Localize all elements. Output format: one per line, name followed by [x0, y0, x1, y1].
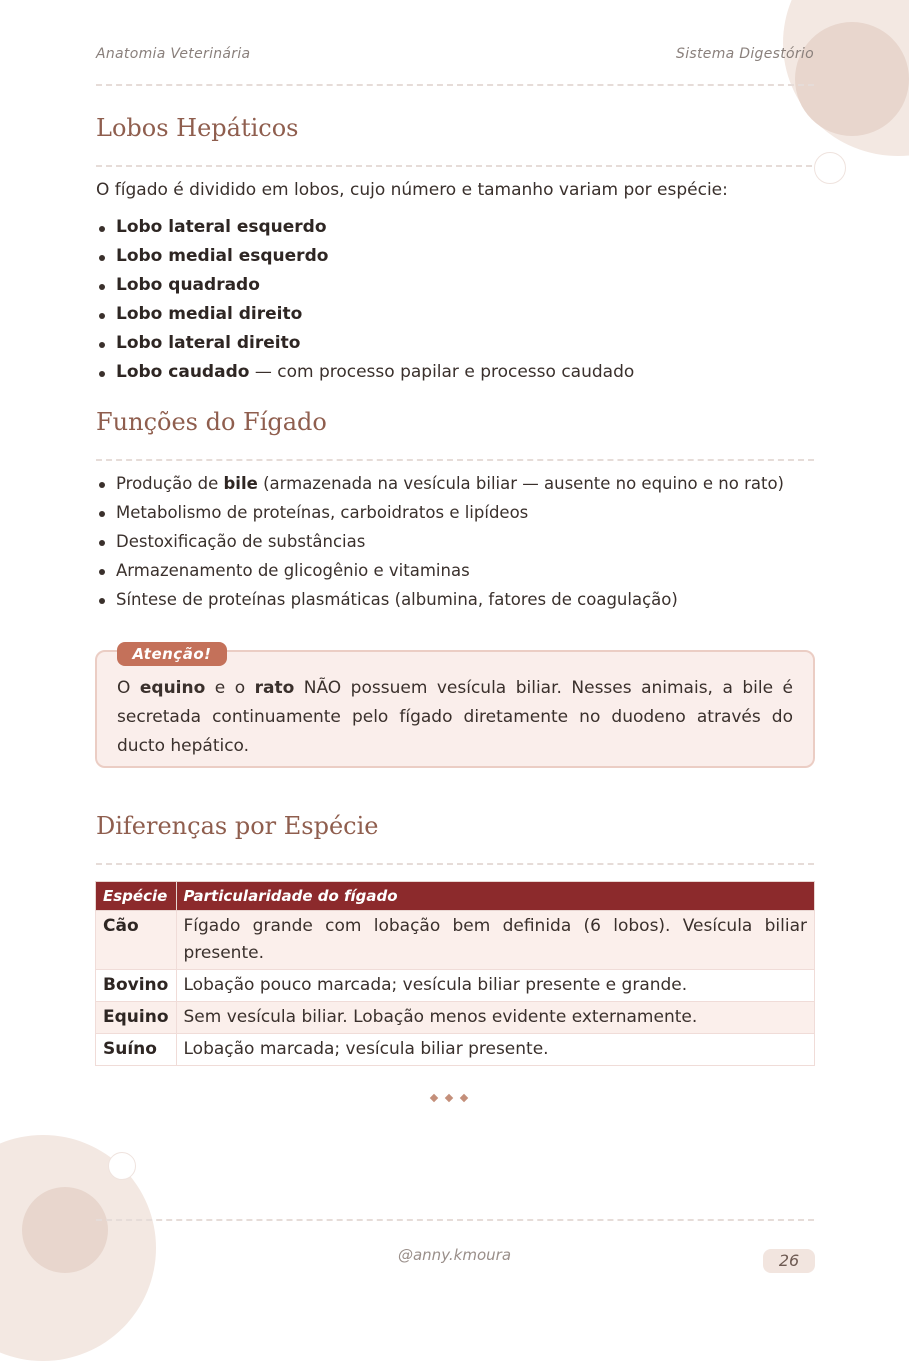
- list-item: Produção de bile (armazenada na vesícula biliar — ausente no equino e no rato): [96, 469, 784, 498]
- diamond-icon: [460, 1094, 468, 1102]
- species-cell: Cão: [96, 911, 177, 970]
- table-row: [96, 911, 815, 970]
- column-header-particularity: Particularidade do fígado: [176, 882, 815, 911]
- section-title-funcoes: Funções do Fígado: [96, 408, 327, 436]
- funcoes-list: [96, 469, 784, 614]
- attention-tag: Atenção!: [117, 642, 227, 666]
- column-header-species: Espécie: [96, 882, 177, 911]
- list-item: Síntese de proteínas plasmáticas (albumina, fatores de coagulação): [96, 585, 784, 614]
- list-item: Lobo lateral direito: [96, 329, 634, 358]
- diamond-icon: [445, 1094, 453, 1102]
- list-item: Lobo medial direito: [96, 300, 634, 329]
- list-item: Lobo lateral esquerdo: [96, 213, 634, 242]
- table-row: [96, 1002, 815, 1034]
- lobos-list: [96, 213, 634, 387]
- decorative-circle-top-right-inner: [795, 22, 909, 136]
- section-title-lobos: Lobos Hepáticos: [96, 114, 299, 142]
- list-item: Metabolismo de proteínas, carboidratos e lipídeos: [96, 498, 784, 527]
- section-divider: [96, 165, 812, 167]
- species-cell: Suíno: [96, 1034, 177, 1066]
- list-item: Destoxificação de substâncias: [96, 527, 784, 556]
- decorative-ring-top-right: [814, 152, 846, 184]
- section-divider: [96, 863, 814, 865]
- lobos-intro: O fígado é dividido em lobos, cujo número e tamanho variam por espécie:: [96, 180, 728, 200]
- table-row: [96, 970, 815, 1002]
- table-header-row: [96, 882, 815, 911]
- header-divider: [96, 84, 814, 86]
- list-item: Lobo medial esquerdo: [96, 242, 634, 271]
- particularity-cell: Lobação marcada; vesícula biliar presente.: [176, 1034, 815, 1066]
- species-cell: Bovino: [96, 970, 177, 1002]
- section-title-diferencas: Diferenças por Espécie: [96, 812, 379, 840]
- author-handle: @anny.kmoura: [397, 1246, 512, 1264]
- footer-divider: [96, 1219, 814, 1221]
- list-item: Lobo quadrado: [96, 271, 634, 300]
- list-item: Lobo caudado — com processo papilar e processo caudado: [96, 358, 634, 387]
- page-number: 26: [763, 1249, 815, 1273]
- decorative-ring-bottom-left: [108, 1152, 136, 1180]
- species-table: [95, 881, 815, 1066]
- section-end-ornament: [431, 1095, 467, 1101]
- list-item: Armazenamento de glicogênio e vitaminas: [96, 556, 784, 585]
- running-header-left: Anatomia Veterinária: [96, 46, 251, 62]
- attention-text: O equino e o rato NÃO possuem vesícula biliar. Nesses animais, a bile é secretada continuamente pelo fígado diretamente no duodeno através do ducto hepático.: [117, 678, 793, 756]
- section-divider: [96, 459, 814, 461]
- particularity-cell: Fígado grande com lobação bem definida (6 lobos). Vesícula biliar presente.: [176, 911, 815, 970]
- particularity-cell: Sem vesícula biliar. Lobação menos evidente externamente.: [176, 1002, 815, 1034]
- running-header-right: Sistema Digestório: [676, 46, 814, 62]
- particularity-cell: Lobação pouco marcada; vesícula biliar presente e grande.: [176, 970, 815, 1002]
- species-cell: Equino: [96, 1002, 177, 1034]
- diamond-icon: [430, 1094, 438, 1102]
- table-row: [96, 1034, 815, 1066]
